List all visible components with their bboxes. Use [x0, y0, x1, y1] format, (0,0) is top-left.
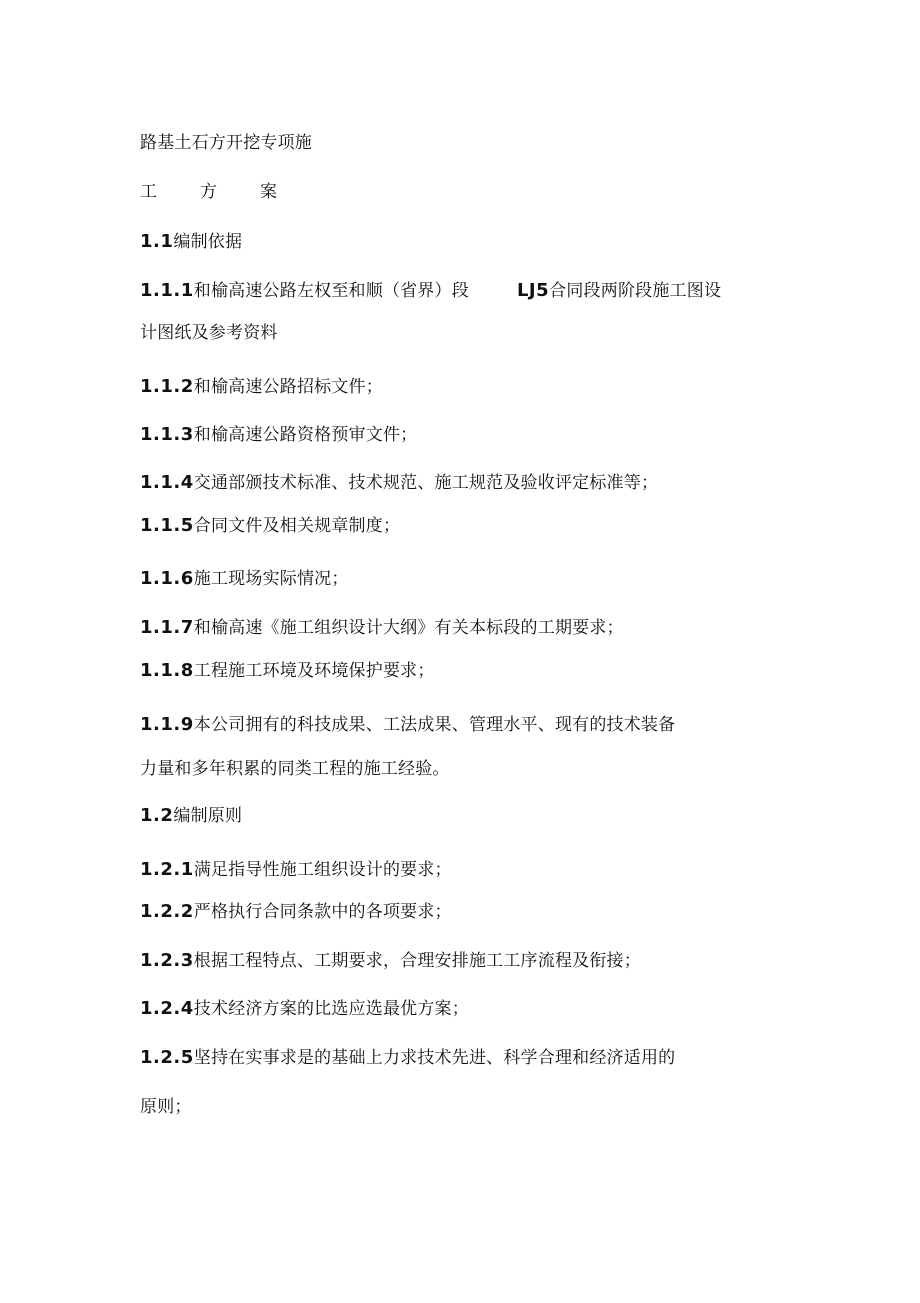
- item-number: 1.1.3: [140, 424, 194, 445]
- item-text: 和榆高速公路左权至和顺（省界）段: [193, 281, 469, 301]
- item-number: 1.1.5: [140, 515, 194, 536]
- list-item-continuation: 计图纸及参考资料: [140, 323, 278, 343]
- list-item: [140, 515, 400, 537]
- list-item: [140, 1047, 675, 1069]
- item-number: 1.2.5: [140, 1047, 194, 1068]
- item-number: 1.1.9: [140, 714, 194, 735]
- section-number: 1.1: [140, 231, 174, 252]
- item-number: 1.2.3: [140, 950, 194, 971]
- title-char: 方: [200, 182, 218, 202]
- item-number: 1.1.2: [140, 376, 194, 397]
- item-text: 施工现场实际情况；: [193, 569, 349, 589]
- item-number: 1.2.1: [140, 859, 194, 880]
- list-item: [140, 901, 452, 923]
- section-heading: [140, 231, 242, 253]
- section-text: 编制原则: [173, 806, 243, 826]
- item-text: 交通部颁技术标准、技术规范、施工规范及验收评定标准等；: [193, 473, 659, 493]
- item-number: 1.1.6: [140, 568, 194, 589]
- list-item: [140, 472, 658, 494]
- list-item: [140, 998, 469, 1020]
- document-title: 路基土石方开挖专项施: [140, 133, 312, 153]
- contract-code: LJ5: [516, 280, 550, 301]
- item-number: 1.1.7: [140, 617, 194, 638]
- item-number: 1.1.1: [140, 280, 194, 301]
- item-text: 和榆高速《施工组织设计大纲》有关本标段的工期要求；: [193, 618, 624, 638]
- list-item: [140, 424, 417, 446]
- section-heading: [140, 805, 242, 827]
- list-item: [140, 280, 721, 302]
- list-item-continuation: 原则；: [140, 1097, 192, 1117]
- item-text: 技术经济方案的比选应选最优方案；: [193, 999, 469, 1019]
- item-text: 坚持在实事求是的基础上力求技术先进、科学合理和经济适用的: [193, 1048, 676, 1068]
- list-item: [140, 660, 435, 682]
- section-text: 编制依据: [173, 232, 243, 252]
- list-item: [140, 617, 624, 639]
- title-char: 工: [140, 182, 158, 202]
- item-text: 根据工程特点、工期要求，合理安排施工工序流程及衔接；: [193, 951, 641, 971]
- item-text: 严格执行合同条款中的各项要求；: [193, 902, 452, 922]
- item-number: 1.1.4: [140, 472, 194, 493]
- item-number: 1.2.2: [140, 901, 194, 922]
- item-text: 合同文件及相关规章制度；: [193, 516, 401, 536]
- title-char: 案: [260, 182, 278, 202]
- list-item: [140, 950, 641, 972]
- list-item-continuation: 力量和多年积累的同类工程的施工经验。: [140, 759, 450, 779]
- section-number: 1.2: [140, 805, 174, 826]
- item-text-after: 合同段两阶段施工图设: [549, 281, 722, 301]
- item-text: 满足指导性施工组织设计的要求；: [193, 860, 452, 880]
- item-text: 和榆高速公路招标文件；: [193, 377, 383, 397]
- list-item: [140, 376, 383, 398]
- item-text: 工程施工环境及环境保护要求；: [193, 661, 435, 681]
- document-title-continuation: [140, 181, 320, 203]
- item-number: 1.2.4: [140, 998, 194, 1019]
- list-item: [140, 714, 675, 736]
- item-number: 1.1.8: [140, 660, 194, 681]
- list-item: [140, 859, 452, 881]
- item-text: 和榆高速公路资格预审文件；: [193, 425, 418, 445]
- item-text: 本公司拥有的科技成果、工法成果、管理水平、现有的技术装备: [193, 715, 676, 735]
- list-item: [140, 568, 349, 590]
